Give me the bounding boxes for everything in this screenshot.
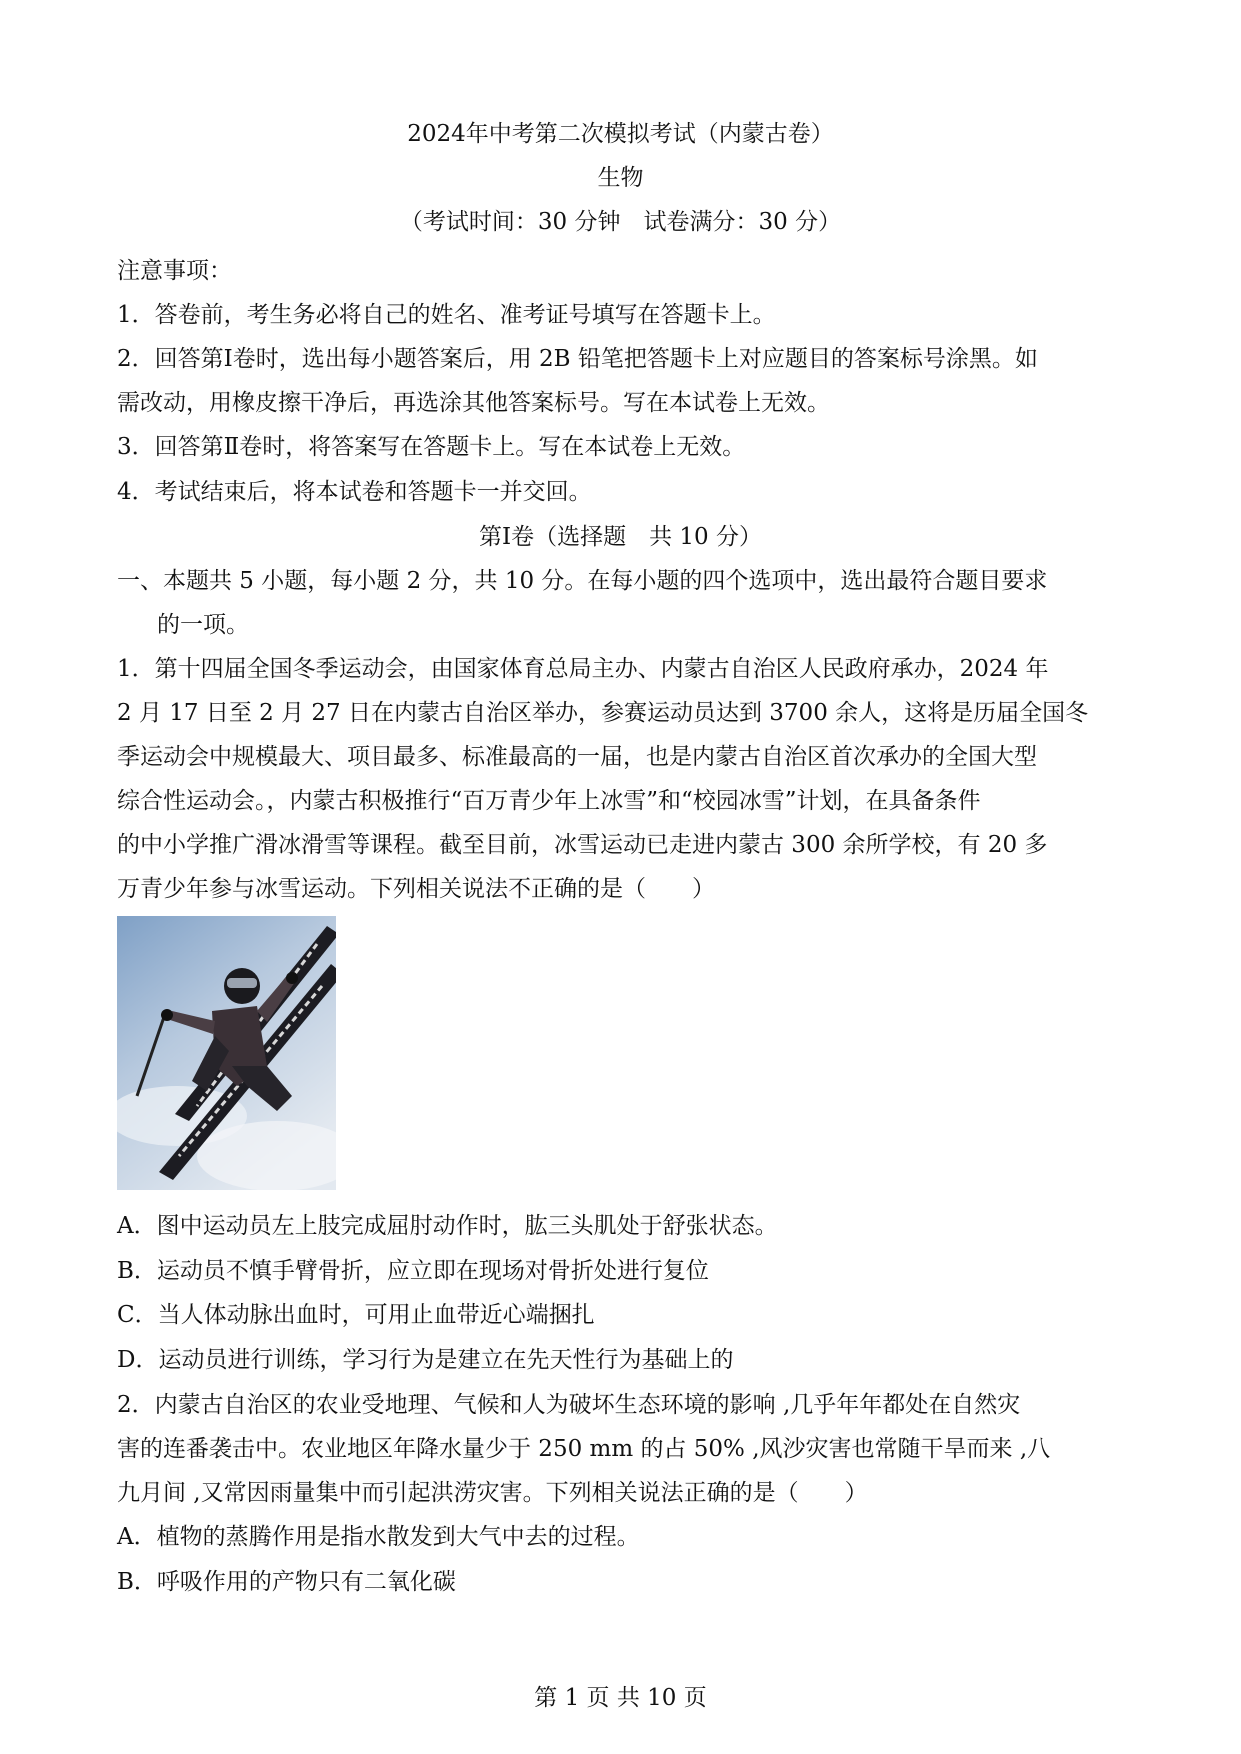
skier-photo: [117, 916, 336, 1190]
section-instruction: 一、本题共 5 小题，每小题 2 分，共 10 分。在每小题的四个选项中，选出最符合题目要求: [117, 568, 1048, 594]
question-2-stem: 害的连番袭击中。农业地区年降水量少于 250 mm 的占 50% ,风沙灾害也常随干旱而来 ,八: [117, 1436, 1051, 1462]
question-1-stem: 2 月 17 日至 2 月 27 日在内蒙古自治区举办，参赛运动员达到 3700 余人，这将是历届全国冬: [117, 700, 1089, 726]
section-title: 第Ⅰ卷（选择题 共 10 分）: [479, 524, 762, 550]
question-2-stem: 九月间 ,又常因雨量集中而引起洪涝灾害。下列相关说法正确的是（ ）: [117, 1480, 868, 1506]
question-1-stem: 综合性运动会。，内蒙古积极推行“百万青少年上冰雪”和“校园冰雪”计划，在具备条件: [117, 788, 981, 814]
question-1-stem: 万青少年参与冰雪运动。下列相关说法不正确的是（ ）: [117, 876, 715, 902]
question-1-stem: 1．第十四届全国冬季运动会，由国家体育总局主办、内蒙古自治区人民政府承办，2024 年: [117, 656, 1049, 682]
question-1-option-b: B．运动员不慎手臂骨折，应立即在现场对骨折处进行复位: [117, 1258, 709, 1284]
notes-heading: 注意事项：: [117, 258, 232, 284]
subject-title: 生物: [597, 165, 644, 191]
question-2-stem: 2．内蒙古自治区的农业受地理、气候和人为破坏生态环境的影响 ,几乎年年都处在自然灾: [117, 1392, 1021, 1418]
note-item: 1．答卷前，考生务必将自己的姓名、准考证号填写在答题卡上。: [117, 302, 776, 328]
note-item: 4．考试结束后，将本试卷和答题卡一并交回。: [117, 479, 592, 505]
exam-title: 2024年中考第二次模拟考试（内蒙古卷）: [407, 121, 834, 147]
question-1-stem: 的中小学推广滑冰滑雪等课程。截至目前，冰雪运动已走进内蒙古 300 余所学校，有 20 多: [117, 832, 1048, 858]
exam-info: （考试时间：30 分钟 试卷满分：30 分）: [399, 209, 842, 235]
section-instruction: 的一项。: [157, 612, 249, 638]
question-2-option-b: B．呼吸作用的产物只有二氧化碳: [117, 1569, 456, 1595]
question-1-stem: 季运动会中规模最大、项目最多、标准最高的一届，也是内蒙古自治区首次承办的全国大型: [117, 744, 1037, 770]
skier-illustration: [117, 916, 336, 1190]
page-footer: 第 1 页 共 10 页: [534, 1685, 707, 1711]
question-1-option-d: D．运动员进行训练，学习行为是建立在先天性行为基础上的: [117, 1347, 734, 1373]
question-2-option-a: A．植物的蒸腾作用是指水散发到大气中去的过程。: [117, 1524, 640, 1550]
question-1-option-a: A．图中运动员左上肢完成屈肘动作时，肱三头肌处于舒张状态。: [117, 1213, 778, 1239]
note-item: 2．回答第Ⅰ卷时，选出每小题答案后，用 2B 铅笔把答题卡上对应题目的答案标号涂黑。如: [117, 346, 1038, 372]
note-item: 需改动，用橡皮擦干净后，再选涂其他答案标号。写在本试卷上无效。: [117, 390, 830, 416]
note-item: 3．回答第Ⅱ卷时，将答案写在答题卡上。写在本试卷上无效。: [117, 434, 746, 460]
question-1-option-c: C．当人体动脉出血时，可用止血带近心端捆扎: [117, 1302, 595, 1328]
